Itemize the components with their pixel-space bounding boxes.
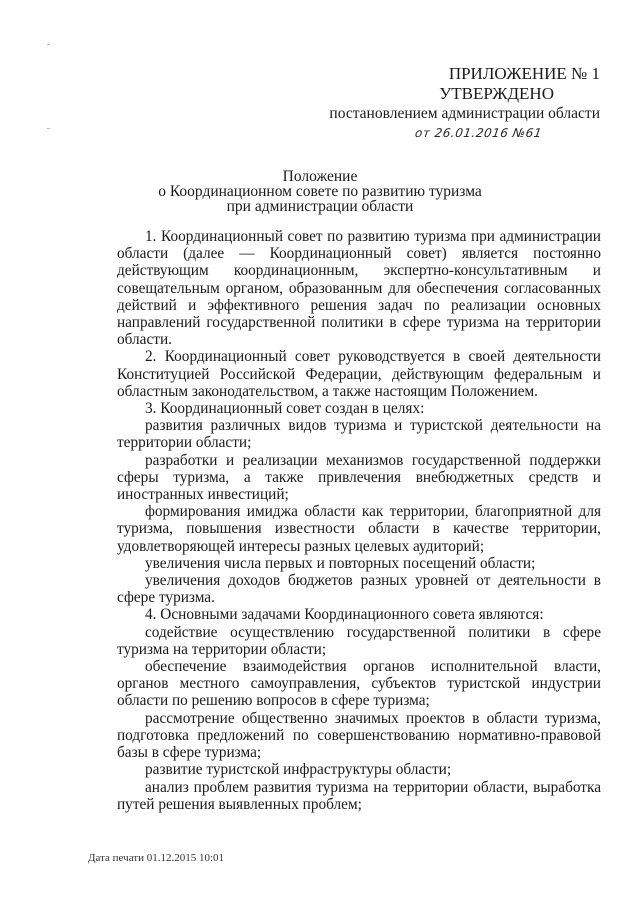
title-line-3: при администрации области — [226, 198, 414, 215]
title-line-2: о Координационном совете по развитию туризма — [158, 183, 482, 200]
approval-block — [320, 64, 600, 143]
print-date: Дата печати 01.12.2015 10:01 — [88, 852, 225, 864]
handwritten-date-number: от 26.01.2016 №61 — [414, 126, 543, 140]
scan-mark — [47, 128, 50, 129]
paragraph: обеспечение взаимодействия органов исполнительной власти, органов местного самоуправления, субъектов туристской индустрии области по решению вопросов в сфере туризма; — [117, 658, 601, 710]
decree-reference: постановлением администрации области — [329, 105, 600, 122]
paragraph: формирования имиджа области как территории, благоприятной для туризма, повышения известности области в качестве территории, удовлетворяющей интересы разных целевых аудиторий; — [117, 503, 601, 555]
paragraph: содействие осуществлению государственной политики в сфере туризма на территории области; — [117, 623, 601, 658]
paragraph: увеличения доходов бюджетов разных уровней от деятельности в сфере туризма. — [117, 572, 601, 607]
paragraph: развития различных видов туризма и туристской деятельности на территории области; — [117, 417, 601, 452]
scan-mark — [47, 44, 50, 45]
document-title — [0, 169, 640, 214]
paragraph: разработки и реализации механизмов государственной поддержки сферы туризма, а также привлечения внебюджетных средств и иностранных инвестиций; — [117, 451, 601, 504]
paragraph: анализ проблем развития туризма на территории области, выработка путей решения выявленных проблем; — [117, 778, 601, 813]
paragraph: развитие туристской инфраструктуры области; — [145, 761, 452, 779]
title-line-1: Положение — [282, 168, 358, 185]
paragraph: рассмотрение общественно значимых проектов в области туризма, подготовка предложений по совершенствованию нормативно-правовой базы в сфере туризма; — [117, 709, 601, 762]
appendix-label: ПРИЛОЖЕНИЕ № 1 — [448, 64, 600, 83]
paragraph: 1. Координационный совет по развитию туризма при администрации области (далее — Координационный совет) является постоянно действующим координационным, экспертно-консультативным и совещательным органом, образованным для обеспечения согласованных действий и эффективного решения задач по реализации основных направлений государственной политики в сфере туризма на территории области. — [117, 228, 601, 349]
approved-label: УТВЕРЖДЕНО — [439, 84, 554, 103]
paragraph: 2. Координационный совет руководствуется в своей деятельности Конституцией Российской Федерации, действующим федеральным и областным законодательством, а также настоящим Положением. — [117, 348, 601, 400]
paragraph: 4. Основными задачами Координационного совета являются: — [145, 606, 544, 624]
paragraph: увеличения числа первых и повторных посещений области; — [145, 554, 536, 572]
document-body — [117, 228, 601, 813]
paragraph: 3. Координационный совет создан в целях: — [145, 400, 425, 418]
